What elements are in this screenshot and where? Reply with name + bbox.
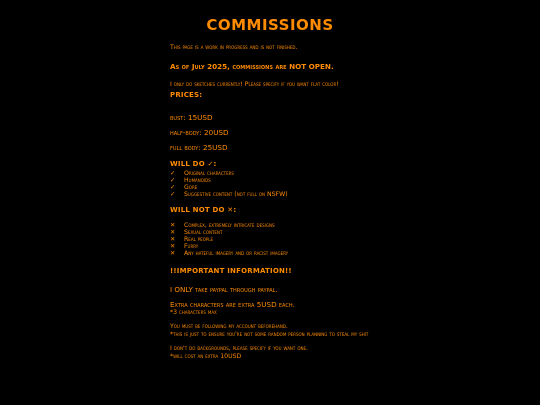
check-icon: ✓ [170, 184, 176, 191]
cross-icon: ✕ [170, 243, 176, 250]
list-item: ✓ Suggestive content (not full on NSFW) [170, 191, 288, 198]
wip-notice: This page is a work in progress and is not finished. [170, 44, 298, 51]
cross-icon: ✕ [170, 250, 176, 257]
list-item: ✕ Complex, extremely intricate designs [170, 222, 275, 229]
cross-icon: ✕ [170, 222, 176, 229]
status-emphasis: NOT OPEN [289, 62, 331, 71]
cross-icon: ✕ [170, 229, 176, 236]
cross-icon: ✕ [170, 236, 176, 243]
list-item: ✓ Original characters [170, 170, 234, 177]
list-item: ✕ Sexual content [170, 229, 223, 236]
paypal-info: I ONLY take paypal through paypal. [170, 285, 278, 294]
follow-info: You must be following my account beforehand. [170, 323, 288, 330]
will-do-list [170, 170, 370, 198]
backgrounds-info: I don't do backgrounds, please specify if you want one. [170, 345, 308, 352]
will-do-heading: WILL DO ✓: [170, 160, 217, 168]
follow-note: *this is just to ensure you're not some random person planning to steal my shit [170, 331, 369, 338]
sketch-note: I only do sketches currently! Please specify if you want flat color! [170, 81, 339, 88]
extra-characters-info: Extra characters are extra 5USD each. [170, 300, 295, 309]
extra-characters-note: *3 characters max [170, 309, 217, 316]
check-icon: ✓ [170, 170, 176, 177]
page-title: COMMISSIONS [206, 16, 334, 34]
prices-heading: PRICES: [170, 91, 203, 99]
backgrounds-note: *will cost an extra 10USD [170, 353, 242, 360]
status-suffix: . [330, 62, 334, 71]
price-half-body: half-body: 20USD [170, 128, 229, 137]
will-not-do-heading: WILL NOT DO ✕: [170, 206, 237, 214]
status-line [170, 62, 370, 71]
price-full-body: full body: 25USD [170, 143, 228, 152]
check-icon: ✓ [170, 177, 176, 184]
check-icon: ✓ [170, 191, 176, 198]
list-item: ✕ Furry [170, 243, 199, 250]
important-heading: !!IMPORTANT INFORMATION!! [170, 267, 292, 275]
will-not-do-list [170, 222, 370, 257]
list-item: ✕ Any hateful imagery and or racist imagery [170, 250, 289, 257]
commission-info [170, 44, 370, 361]
list-item: ✕ Real people [170, 236, 214, 243]
status-prefix: As of July 2025, commissions are [170, 62, 290, 71]
list-item: ✓ Humanoids [170, 177, 211, 184]
price-bust: bust: 15USD [170, 113, 213, 122]
list-item: ✓ Gore [170, 184, 198, 191]
